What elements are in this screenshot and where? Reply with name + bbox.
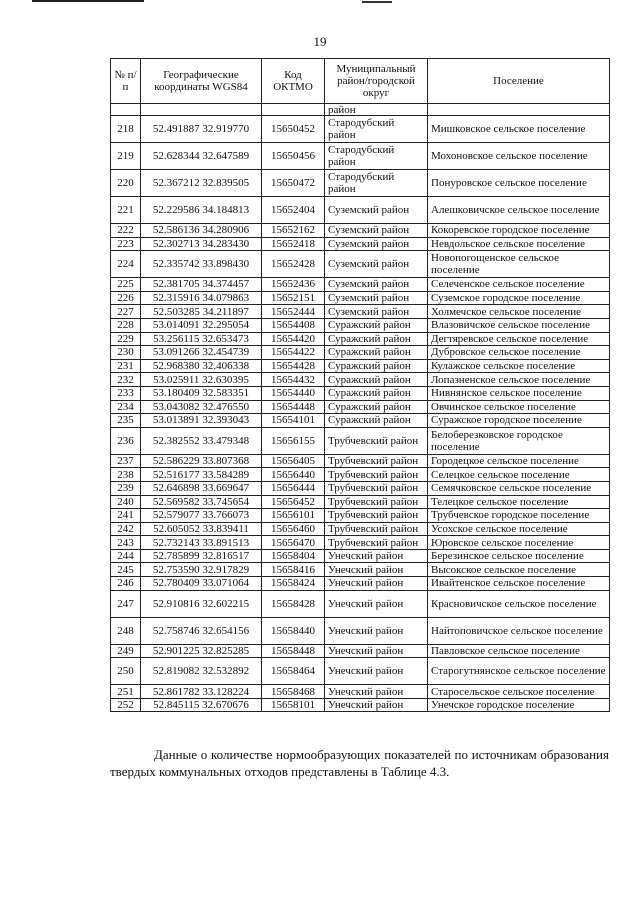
table-row <box>111 658 610 685</box>
header-coords: Географические координаты WGS84 <box>141 59 262 104</box>
cell-coords: 52.819082 32.532892 <box>141 658 262 685</box>
cell-poselenie: Березинское сельское поселение <box>428 549 610 563</box>
cell-poselenie: Усохское сельское поселение <box>428 522 610 536</box>
cell-coords: 52.586229 33.807368 <box>141 454 262 468</box>
table-row <box>111 536 610 550</box>
table-row <box>111 318 610 332</box>
cell-oktmo: 15658468 <box>262 685 325 699</box>
table-row <box>111 468 610 482</box>
footer-paragraph: Данные о количестве нормообразующих показателей по источникам образования твердых коммунальных отходов представлены в Таблице 4.3. <box>110 747 609 779</box>
cell-poselenie: Семячковское сельское поселение <box>428 481 610 495</box>
cell-coords: 52.335742 33.898430 <box>141 251 262 278</box>
cell-num: 237 <box>111 454 141 468</box>
cell-raion: Стародубский район <box>325 116 428 143</box>
cell-coords: 52.845115 32.670676 <box>141 698 262 712</box>
table-row <box>111 386 610 400</box>
cell-poselenie: Холмечское сельское поселение <box>428 305 610 319</box>
cell-poselenie: Старогутнянское сельское поселение <box>428 658 610 685</box>
cell-poselenie: Алешковичское сельское поселение <box>428 197 610 224</box>
cell-raion: Унечский район <box>325 685 428 699</box>
table-row <box>111 698 610 712</box>
table-row <box>111 563 610 577</box>
cell-raion: Трубчевский район <box>325 536 428 550</box>
cell-num: 231 <box>111 359 141 373</box>
cell-poselenie: Ивайтенское сельское поселение <box>428 577 610 591</box>
cell-oktmo: 15656452 <box>262 495 325 509</box>
cell-oktmo: 15654422 <box>262 346 325 360</box>
cell-oktmo: 15652151 <box>262 291 325 305</box>
table-row <box>111 522 610 536</box>
cell-coords: 53.256115 32.653473 <box>141 332 262 346</box>
table-row <box>111 224 610 238</box>
cell-coords: 52.229586 34.184813 <box>141 197 262 224</box>
cell-raion: Суражский район <box>325 386 428 400</box>
cell-raion: Трубчевский район <box>325 427 428 454</box>
cell-oktmo: 15658101 <box>262 698 325 712</box>
cell-poselenie: Кокоревское городское поселение <box>428 224 610 238</box>
cell-raion: Суражский район <box>325 318 428 332</box>
cell-oktmo: 15654101 <box>262 414 325 428</box>
cell-oktmo: 15654448 <box>262 400 325 414</box>
cell-oktmo: 15654432 <box>262 373 325 387</box>
cell-num: 245 <box>111 563 141 577</box>
cell-oktmo: 15652428 <box>262 251 325 278</box>
cell-num: 230 <box>111 346 141 360</box>
cell-num: 246 <box>111 577 141 591</box>
cell-coords: 52.569582 33.745654 <box>141 495 262 509</box>
cell-num: 233 <box>111 386 141 400</box>
cell-poselenie: Селеченское сельское поселение <box>428 278 610 292</box>
cell-coords: 53.014091 32.295054 <box>141 318 262 332</box>
cell-num: 244 <box>111 549 141 563</box>
continuation-raion: район <box>325 104 428 116</box>
cell-coords: 52.780409 33.071064 <box>141 577 262 591</box>
table-row <box>111 291 610 305</box>
cell-oktmo: 15652162 <box>262 224 325 238</box>
cell-raion: Суражский район <box>325 359 428 373</box>
cell-raion: Трубчевский район <box>325 468 428 482</box>
cell-poselenie: Павловское сельское поселение <box>428 644 610 658</box>
cell-oktmo: 15658428 <box>262 590 325 617</box>
table-row <box>111 332 610 346</box>
cell-oktmo: 15656101 <box>262 509 325 523</box>
cell-num: 241 <box>111 509 141 523</box>
cell-num: 222 <box>111 224 141 238</box>
table-row <box>111 509 610 523</box>
cell-poselenie: Новопогощенское сельское поселение <box>428 251 610 278</box>
cell-raion: Трубчевский район <box>325 495 428 509</box>
cell-num: 247 <box>111 590 141 617</box>
cell-raion: Трубчевский район <box>325 481 428 495</box>
cell-poselenie: Лопазненское сельское поселение <box>428 373 610 387</box>
cell-coords: 52.381705 34.374457 <box>141 278 262 292</box>
cell-coords: 52.861782 33.128224 <box>141 685 262 699</box>
cell-poselenie: Овчинское сельское поселение <box>428 400 610 414</box>
cell-coords: 53.091266 32.454739 <box>141 346 262 360</box>
cell-num: 248 <box>111 617 141 644</box>
cell-coords: 52.758746 32.654156 <box>141 617 262 644</box>
cell-raion: Унечский район <box>325 658 428 685</box>
table-row <box>111 427 610 454</box>
cell-oktmo: 15654428 <box>262 359 325 373</box>
cell-raion: Унечский район <box>325 577 428 591</box>
cell-oktmo: 15654408 <box>262 318 325 332</box>
cell-poselenie: Дегтяревское сельское поселение <box>428 332 610 346</box>
table-row <box>111 454 610 468</box>
cell-raion: Суражский район <box>325 332 428 346</box>
table-row <box>111 549 610 563</box>
cell-raion: Суземский район <box>325 305 428 319</box>
table-row <box>111 414 610 428</box>
cell-num: 219 <box>111 143 141 170</box>
cell-num: 229 <box>111 332 141 346</box>
cell-poselenie: Селецкое сельское поселение <box>428 468 610 482</box>
cell-poselenie: Нивнянское сельское поселение <box>428 386 610 400</box>
cell-raion: Трубчевский район <box>325 522 428 536</box>
cell-raion: Суражский район <box>325 400 428 414</box>
cell-poselenie: Высокское сельское поселение <box>428 563 610 577</box>
table-row <box>111 170 610 197</box>
table-row <box>111 400 610 414</box>
cell-num: 220 <box>111 170 141 197</box>
cell-oktmo: 15658404 <box>262 549 325 563</box>
cell-num: 236 <box>111 427 141 454</box>
cell-poselenie: Мишковское сельское поселение <box>428 116 610 143</box>
table-row <box>111 590 610 617</box>
cell-coords: 52.901225 32.825285 <box>141 644 262 658</box>
table-row <box>111 495 610 509</box>
cell-num: 238 <box>111 468 141 482</box>
header-raion: Муниципальный район/городской округ <box>325 59 428 104</box>
cell-oktmo: 15650456 <box>262 143 325 170</box>
cell-raion: Суражский район <box>325 414 428 428</box>
cell-num: 221 <box>111 197 141 224</box>
cell-num: 218 <box>111 116 141 143</box>
cell-coords: 52.732143 33.891513 <box>141 536 262 550</box>
cell-num: 239 <box>111 481 141 495</box>
cell-coords: 52.628344 32.647589 <box>141 143 262 170</box>
top-dash-mark <box>362 1 392 3</box>
cell-oktmo: 15658416 <box>262 563 325 577</box>
cell-raion: Суражский район <box>325 373 428 387</box>
cell-oktmo: 15656460 <box>262 522 325 536</box>
header-oktmo: Код ОКТМО <box>262 59 325 104</box>
cell-coords: 52.315916 34.079863 <box>141 291 262 305</box>
cell-num: 242 <box>111 522 141 536</box>
cell-coords: 52.491887 32.919770 <box>141 116 262 143</box>
cell-raion: Унечский район <box>325 590 428 617</box>
cell-oktmo: 15656405 <box>262 454 325 468</box>
cell-oktmo: 15656444 <box>262 481 325 495</box>
page-number: 19 <box>313 34 327 49</box>
cell-num: 250 <box>111 658 141 685</box>
cell-num: 243 <box>111 536 141 550</box>
cell-poselenie: Суражское городское поселение <box>428 414 610 428</box>
cell-poselenie: Найтоповичское сельское поселение <box>428 617 610 644</box>
table-row <box>111 197 610 224</box>
cell-num: 227 <box>111 305 141 319</box>
header-poselenie: Поселение <box>428 59 610 104</box>
cell-oktmo: 15652444 <box>262 305 325 319</box>
cell-coords: 52.968380 32.406338 <box>141 359 262 373</box>
cell-poselenie: Красновичское сельское поселение <box>428 590 610 617</box>
cell-num: 249 <box>111 644 141 658</box>
cell-coords: 52.367212 32.839505 <box>141 170 262 197</box>
cell-poselenie: Трубчевское городское поселение <box>428 509 610 523</box>
cell-poselenie: Понуровское сельское поселение <box>428 170 610 197</box>
cell-oktmo: 15658464 <box>262 658 325 685</box>
cell-num: 228 <box>111 318 141 332</box>
cell-poselenie: Белоберезковское городское поселение <box>428 427 610 454</box>
cell-num: 252 <box>111 698 141 712</box>
cell-oktmo: 15658424 <box>262 577 325 591</box>
table-row <box>111 617 610 644</box>
table-row <box>111 644 610 658</box>
cell-coords: 52.646898 33.669647 <box>141 481 262 495</box>
cell-oktmo: 15650472 <box>262 170 325 197</box>
table-row <box>111 305 610 319</box>
cell-coords: 52.586136 34.280906 <box>141 224 262 238</box>
cell-raion: Трубчевский район <box>325 509 428 523</box>
cell-coords: 52.503285 34.211897 <box>141 305 262 319</box>
top-rule-line <box>32 0 144 2</box>
cell-poselenie: Унечское городское поселение <box>428 698 610 712</box>
cell-oktmo: 15652436 <box>262 278 325 292</box>
table-row <box>111 577 610 591</box>
cell-poselenie: Старосельское сельское поселение <box>428 685 610 699</box>
cell-raion: Трубчевский район <box>325 454 428 468</box>
cell-oktmo: 15656440 <box>262 468 325 482</box>
cell-oktmo: 15656155 <box>262 427 325 454</box>
cell-oktmo: 15656470 <box>262 536 325 550</box>
table-row <box>111 116 610 143</box>
cell-raion: Суражский район <box>325 346 428 360</box>
cell-poselenie: Кулажское сельское поселение <box>428 359 610 373</box>
cell-num: 225 <box>111 278 141 292</box>
cell-num: 234 <box>111 400 141 414</box>
cell-coords: 52.605052 33.839411 <box>141 522 262 536</box>
table-row <box>111 237 610 251</box>
cell-coords: 53.180409 32.583351 <box>141 386 262 400</box>
cell-coords: 52.910816 32.602215 <box>141 590 262 617</box>
cell-poselenie: Невдольское сельское поселение <box>428 237 610 251</box>
cell-poselenie: Суземское городское поселение <box>428 291 610 305</box>
cell-oktmo: 15652404 <box>262 197 325 224</box>
cell-poselenie: Городецкое сельское поселение <box>428 454 610 468</box>
cell-num: 226 <box>111 291 141 305</box>
table-row <box>111 373 610 387</box>
cell-oktmo: 15652418 <box>262 237 325 251</box>
cell-num: 235 <box>111 414 141 428</box>
cell-oktmo: 15658448 <box>262 644 325 658</box>
cell-poselenie: Телецкое сельское поселение <box>428 495 610 509</box>
cell-num: 232 <box>111 373 141 387</box>
cell-raion: Унечский район <box>325 698 428 712</box>
cell-oktmo: 15654440 <box>262 386 325 400</box>
cell-oktmo: 15654420 <box>262 332 325 346</box>
table-row <box>111 359 610 373</box>
cell-coords: 53.043082 32.476550 <box>141 400 262 414</box>
cell-coords: 53.013891 32.393043 <box>141 414 262 428</box>
cell-poselenie: Влазовичское сельское поселение <box>428 318 610 332</box>
settlements-table <box>110 58 610 712</box>
cell-poselenie: Мохоновское сельское поселение <box>428 143 610 170</box>
cell-num: 240 <box>111 495 141 509</box>
cell-coords: 52.785899 32.816517 <box>141 549 262 563</box>
cell-coords: 53.025911 32.630395 <box>141 373 262 387</box>
table-row <box>111 143 610 170</box>
cell-oktmo: 15658440 <box>262 617 325 644</box>
cell-oktmo: 15650452 <box>262 116 325 143</box>
continuation-row <box>111 104 610 116</box>
header-num: № п/п <box>111 59 141 104</box>
cell-raion: Унечский район <box>325 549 428 563</box>
cell-raion: Унечский район <box>325 563 428 577</box>
cell-raion: Стародубский район <box>325 170 428 197</box>
cell-raion: Суземский район <box>325 251 428 278</box>
cell-raion: Суземский район <box>325 224 428 238</box>
cell-raion: Суземский район <box>325 291 428 305</box>
cell-raion: Унечский район <box>325 617 428 644</box>
table-header-row <box>111 59 610 104</box>
table-row <box>111 278 610 292</box>
table-row <box>111 481 610 495</box>
table-row <box>111 346 610 360</box>
cell-poselenie: Дубровское сельское поселение <box>428 346 610 360</box>
cell-coords: 52.302713 34.283430 <box>141 237 262 251</box>
table-row <box>111 251 610 278</box>
cell-num: 224 <box>111 251 141 278</box>
cell-num: 251 <box>111 685 141 699</box>
cell-coords: 52.516177 33.584289 <box>141 468 262 482</box>
table-row <box>111 685 610 699</box>
cell-raion: Суземский район <box>325 278 428 292</box>
cell-raion: Суземский район <box>325 197 428 224</box>
cell-raion: Стародубский район <box>325 143 428 170</box>
cell-raion: Унечский район <box>325 644 428 658</box>
cell-coords: 52.579077 33.766073 <box>141 509 262 523</box>
cell-poselenie: Юровское сельское поселение <box>428 536 610 550</box>
cell-raion: Суземский район <box>325 237 428 251</box>
cell-coords: 52.753590 32.917829 <box>141 563 262 577</box>
cell-coords: 52.382552 33.479348 <box>141 427 262 454</box>
cell-num: 223 <box>111 237 141 251</box>
